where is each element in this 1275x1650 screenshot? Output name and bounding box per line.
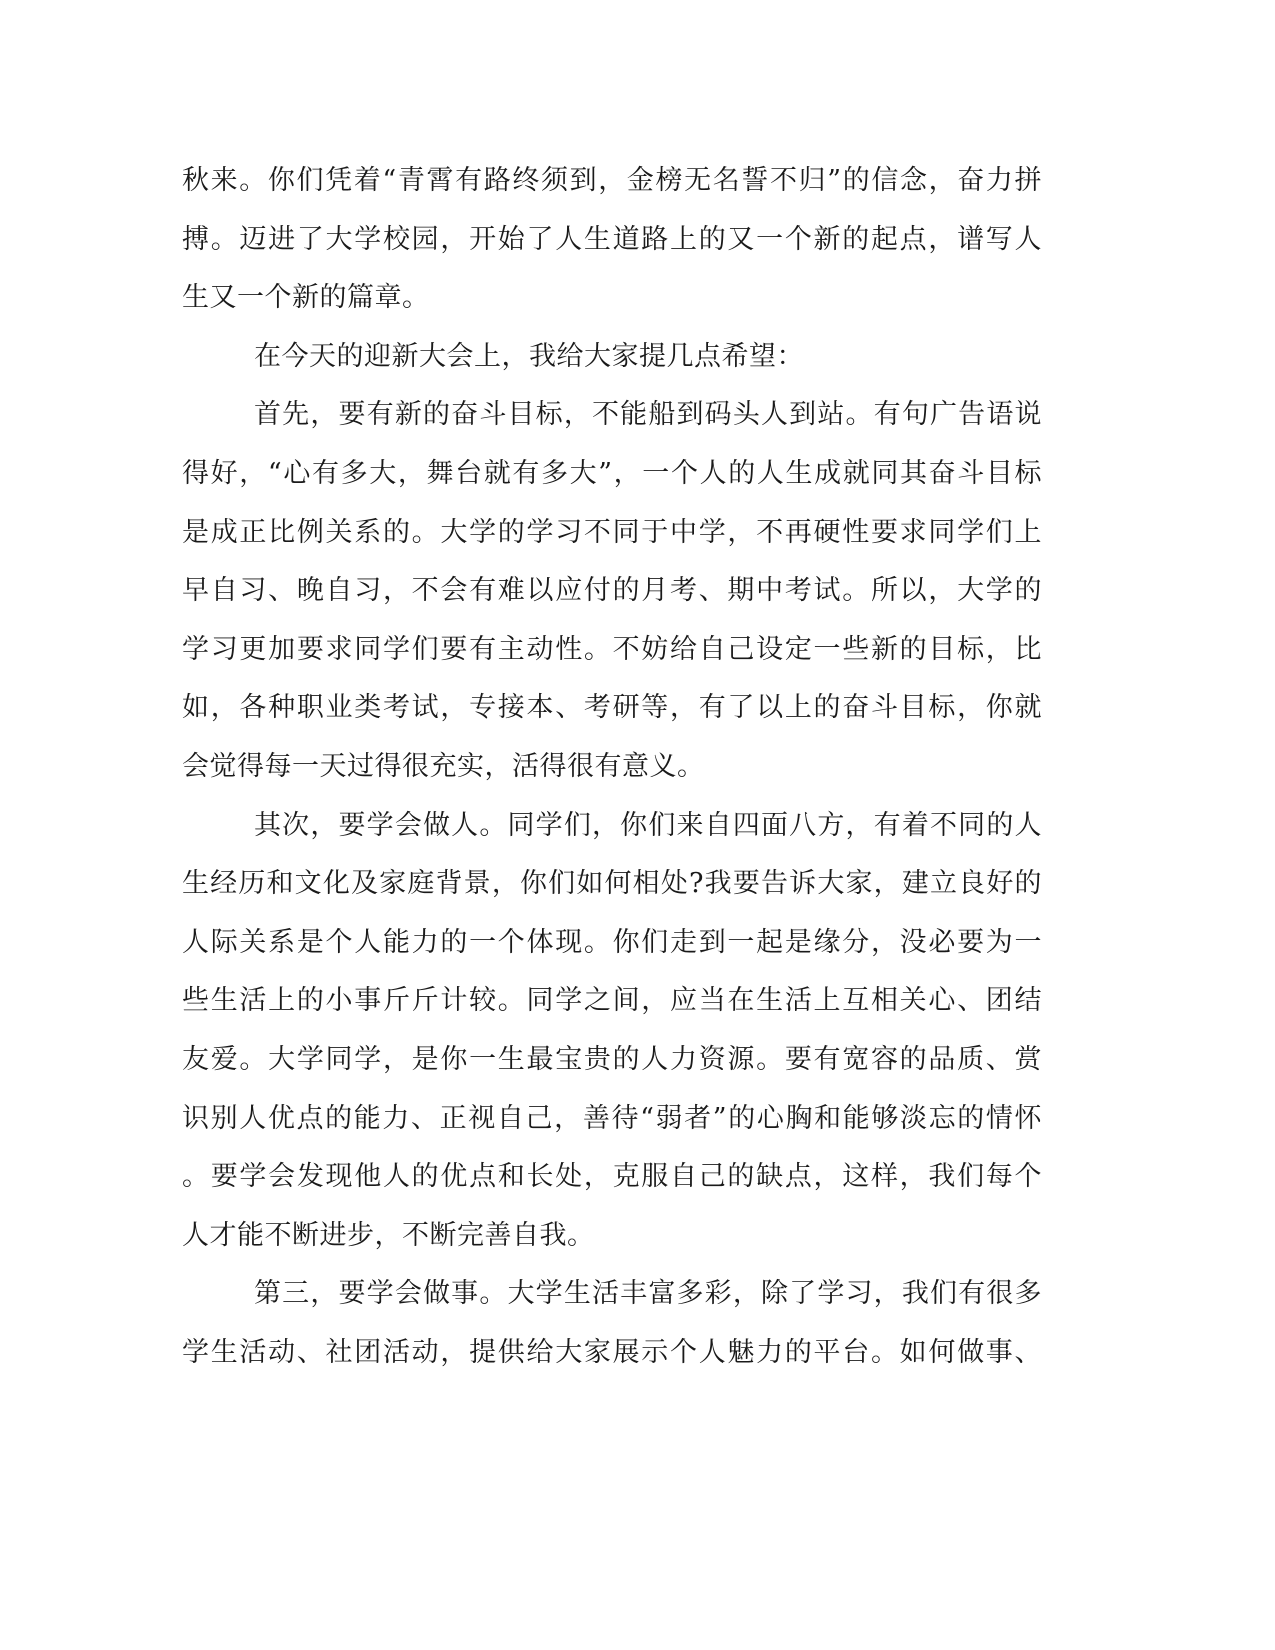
text-line: 人才能不断进步，不断完善自我。 <box>182 1219 595 1251</box>
body-text <box>182 158 1042 1388</box>
text-line: 学生活动、社团活动，提供给大家展示个人魅力的平台。如何做事、 <box>182 1336 1042 1368</box>
text-line: 生又一个新的篇章。 <box>182 282 430 314</box>
text-line: 友爱。大学同学，是你一生最宝贵的人力资源。要有宽容的品质、赏 <box>182 1043 1042 1075</box>
text-line: 学习更加要求同学们要有主动性。不妨给自己设定一些新的目标，比 <box>182 633 1042 665</box>
text-line: 如，各种职业类考试，专接本、考研等，有了以上的奋斗目标，你就 <box>182 692 1042 724</box>
text-line: 。要学会发现他人的优点和长处，克服自己的缺点，这样，我们每个 <box>182 1161 1042 1193</box>
text-line: 搏。迈进了大学校园，开始了人生道路上的又一个新的起点，谱写人 <box>182 223 1042 255</box>
text-line: 生经历和文化及家庭背景，你们如何相处?我要告诉大家，建立良好的 <box>182 868 1042 900</box>
text-line: 识别人优点的能力、正视自己，善待“弱者”的心胸和能够淡忘的情怀 <box>182 1102 1042 1134</box>
text-line: 些生活上的小事斤斤计较。同学之间，应当在生活上互相关心、团结 <box>182 985 1042 1017</box>
text-line: 早自习、晚自习，不会有难以应付的月考、期中考试。所以，大学的 <box>182 575 1042 607</box>
text-line: 秋来。你们凭着“青霄有路终须到，金榜无名誓不归”的信念，奋力拼 <box>182 165 1042 196</box>
text-line: 首先，要有新的奋斗目标，不能船到码头人到站。有句广告语说 <box>254 399 1042 431</box>
text-line: 人际关系是个人能力的一个体现。你们走到一起是缘分，没必要为一 <box>182 926 1042 958</box>
text-line: 得好，“心有多大，舞台就有多大”，一个人的人生成就同其奋斗目标 <box>182 457 1042 489</box>
text-line: 其次，要学会做人。同学们，你们来自四面八方，有着不同的人 <box>254 809 1042 841</box>
text-line: 在今天的迎新大会上，我给大家提几点希望： <box>254 340 804 372</box>
text-line: 是成正比例关系的。大学的学习不同于中学，不再硬性要求同学们上 <box>182 516 1042 548</box>
text-line: 会觉得每一天过得很充实，活得很有意义。 <box>182 750 705 782</box>
text-line: 第三，要学会做事。大学生活丰富多彩，除了学习，我们有很多 <box>254 1278 1042 1310</box>
